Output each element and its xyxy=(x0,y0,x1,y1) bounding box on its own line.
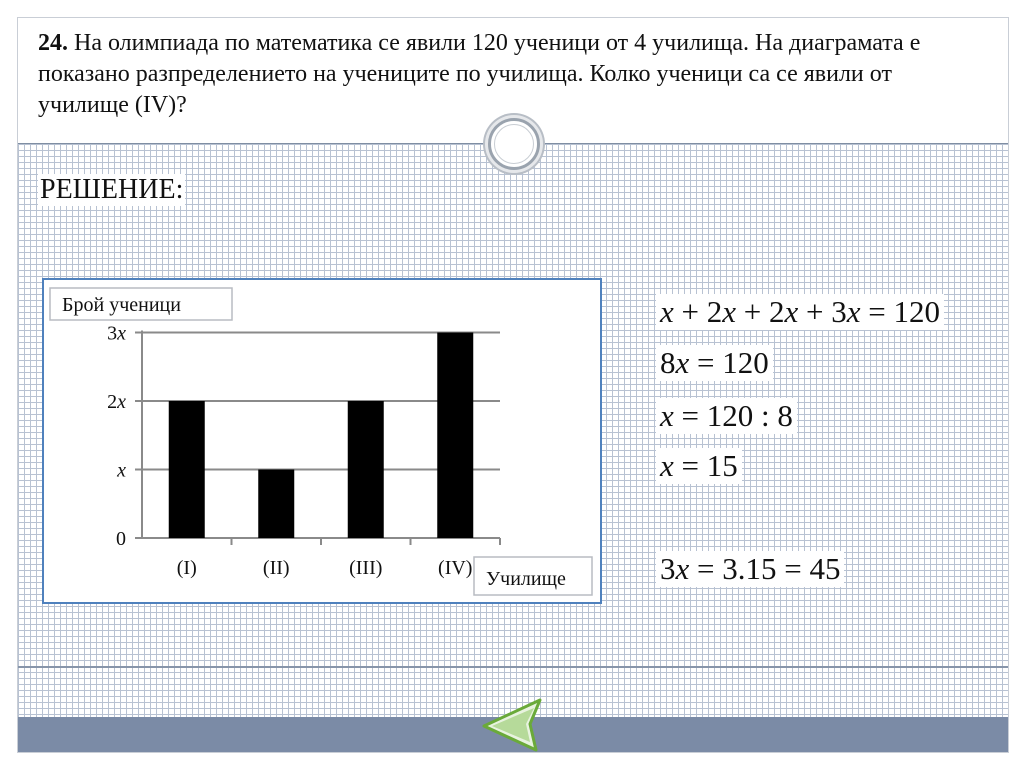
x-tick-label-3: (IV) xyxy=(438,557,473,579)
x-axis-label: Училище xyxy=(486,568,566,590)
equation-1: x + 2x + 2x + 3x = 120 xyxy=(656,294,944,330)
x-tick-label-1: (II) xyxy=(262,557,290,579)
footer-divider xyxy=(18,666,1008,668)
bar-chart-svg xyxy=(44,280,600,602)
bar-1 xyxy=(258,470,294,539)
y-tick-label-3: 3x xyxy=(107,322,126,345)
equation-4: x = 15 xyxy=(656,448,742,484)
y-tick-label-0: 0 xyxy=(116,528,126,550)
x-tick-label-0: (I) xyxy=(176,557,197,579)
problem-text: На олимпиада по математика се явили 120 ученици от 4 училища. На диаграмата е показано разпределението на учениците по училища. Колко ученици са се явили от училище (IV)? xyxy=(38,30,921,118)
slide xyxy=(17,17,1009,753)
solution-heading: РЕШЕНИЕ: xyxy=(40,174,184,205)
x-tick-label-2: (III) xyxy=(349,557,383,579)
y-tick-label-1: x xyxy=(117,459,126,482)
y-tick-label-2: 2x xyxy=(107,391,126,413)
bar-2 xyxy=(348,401,384,538)
equation-2: 8x = 120 xyxy=(656,345,773,381)
bar-3 xyxy=(437,333,473,539)
bar-0 xyxy=(169,401,205,538)
decorative-circle xyxy=(488,118,540,170)
problem-statement xyxy=(38,28,988,121)
back-arrow-icon[interactable] xyxy=(478,694,558,753)
equation-3: x = 120 : 8 xyxy=(656,398,797,434)
bar-chart xyxy=(42,278,602,604)
problem-number: 24. xyxy=(38,30,68,56)
y-axis-label: Брой ученици xyxy=(62,294,181,316)
equation-5: 3x = 3.15 = 45 xyxy=(656,551,844,587)
